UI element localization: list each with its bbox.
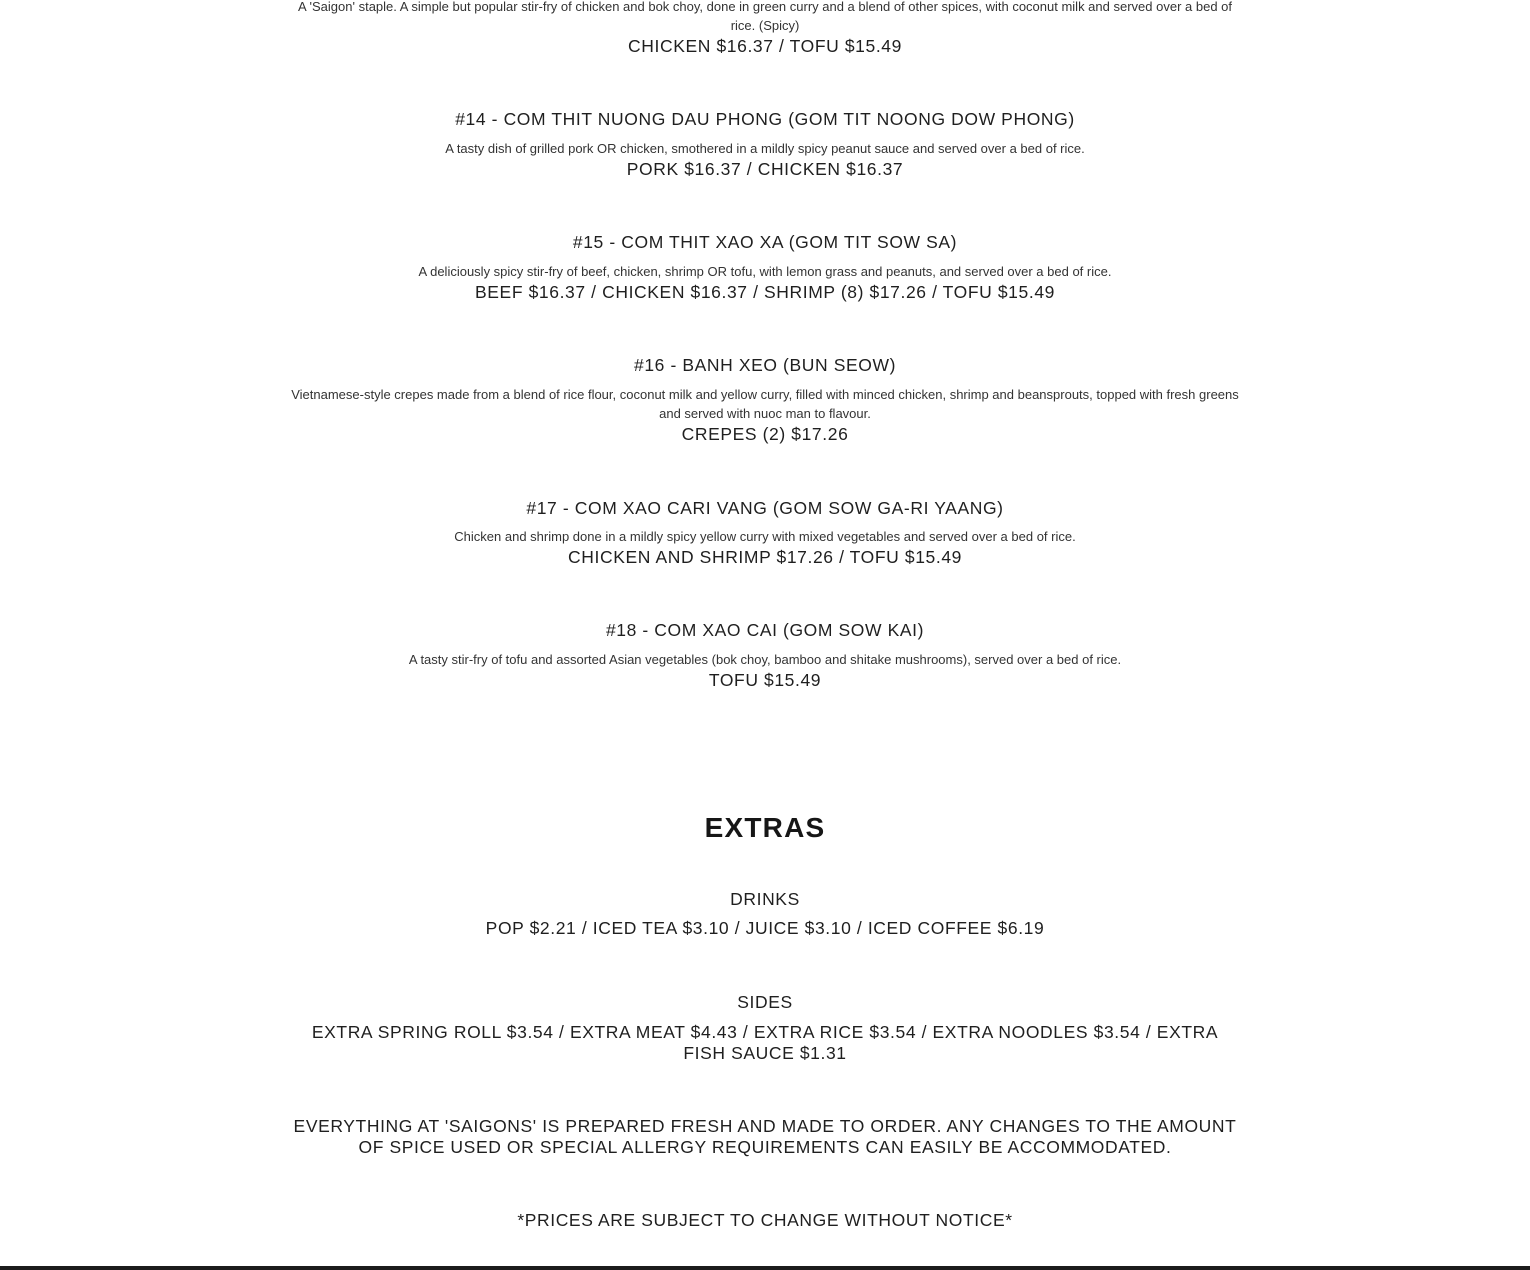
- sides-price: EXTRA SPRING ROLL $3.54 / EXTRA MEAT $4.43 / EXTRA RICE $3.54 / EXTRA NOODLES $3.54 / EXTRA FISH SAUCE $1.31: [311, 1022, 1219, 1063]
- item18-price: TOFU $15.49: [708, 670, 822, 690]
- item16-price: CREPES (2) $17.26: [681, 424, 849, 444]
- item14-description: A tasty dish of grilled pork OR chicken, smothered in a mildly spicy peanut sauce and served over a bed of rice.: [445, 141, 1085, 156]
- item18-title: #18 - COM XAO CAI (GOM SOW KAI): [605, 620, 925, 640]
- drinks-price: POP $2.21 / ICED TEA $3.10 / JUICE $3.10 / ICED COFFEE $6.19: [485, 918, 1045, 938]
- item13-description: A 'Saigon' staple. A simple but popular stir-fry of chicken and bok choy, done in green curry and a blend of other spices, with coconut milk and served over a bed of rice. (Spicy): [297, 0, 1233, 33]
- item17-price: CHICKEN AND SHRIMP $17.26 / TOFU $15.49: [568, 547, 962, 567]
- item13-price: CHICKEN $16.37 / TOFU $15.49: [628, 36, 902, 56]
- item15-description: A deliciously spicy stir-fry of beef, chicken, shrimp OR tofu, with lemon grass and peanuts, and served over a bed of rice.: [418, 264, 1112, 279]
- fresh-note: EVERYTHING AT 'SAIGONS' IS PREPARED FRESH AND MADE TO ORDER. ANY CHANGES TO THE AMOUNT OF SPICE USED OR SPECIAL ALLERGY REQUIREMENTS CAN EASILY BE ACCOMMODATED.: [293, 1116, 1237, 1157]
- drinks-title: DRINKS: [730, 889, 800, 909]
- item15-title: #15 - COM THIT XAO XA (GOM TIT SOW SA): [572, 232, 958, 252]
- item17-title: #17 - COM XAO CARI VANG (GOM SOW GA-RI YAANG): [526, 498, 1004, 518]
- sides-title: SIDES: [737, 992, 793, 1012]
- bottom-divider: [0, 1266, 1530, 1270]
- prices-note: *PRICES ARE SUBJECT TO CHANGE WITHOUT NOTICE*: [517, 1210, 1013, 1230]
- item15-price: BEEF $16.37 / CHICKEN $16.37 / SHRIMP (8) $17.26 / TOFU $15.49: [475, 282, 1055, 302]
- item17-description: Chicken and shrimp done in a mildly spicy yellow curry with mixed vegetables and served over a bed of rice.: [454, 529, 1076, 544]
- item14-price: PORK $16.37 / CHICKEN $16.37: [626, 159, 904, 179]
- item16-description: Vietnamese-style crepes made from a blend of rice flour, coconut milk and yellow curry, filled with minced chicken, shrimp and beansprouts, topped with fresh greens and served with nuoc man to flavour.: [291, 387, 1239, 421]
- item18-description: A tasty stir-fry of tofu and assorted Asian vegetables (bok choy, bamboo and shitake mushrooms), served over a bed of rice.: [408, 652, 1122, 667]
- item14-title: #14 - COM THIT NUONG DAU PHONG (GOM TIT NOONG DOW PHONG): [455, 109, 1075, 129]
- item16-title: #16 - BANH XEO (BUN SEOW): [634, 355, 896, 375]
- extras-heading: EXTRAS: [704, 812, 826, 843]
